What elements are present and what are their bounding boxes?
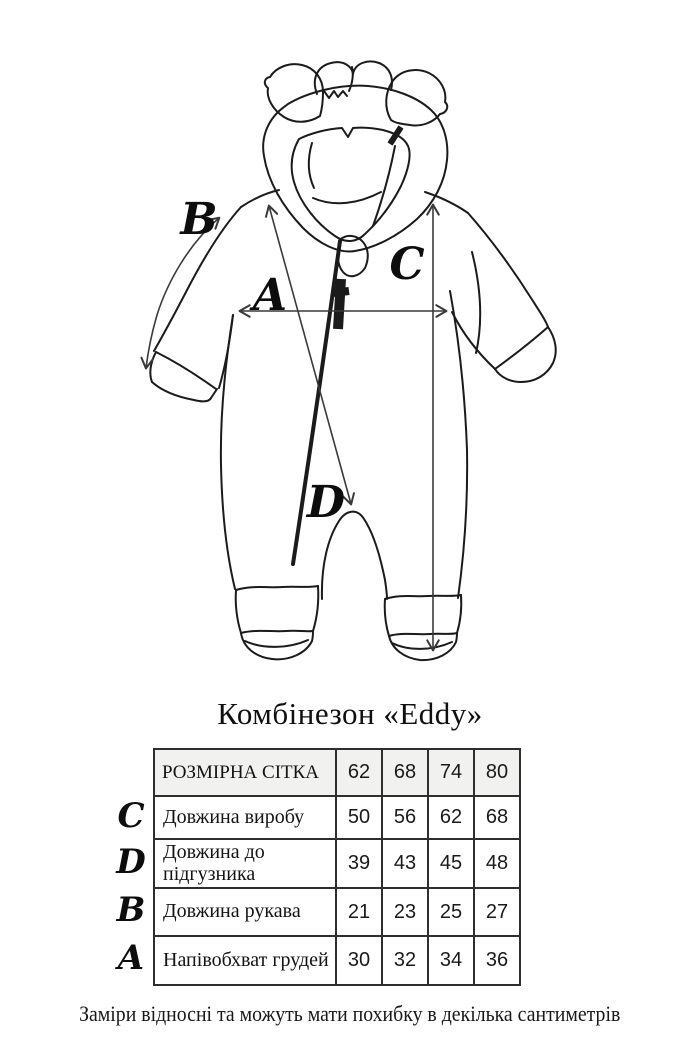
- hood: [263, 86, 447, 252]
- cell-value: 45: [428, 839, 474, 888]
- cell-value: 39: [336, 839, 382, 888]
- left-foot: [236, 586, 319, 659]
- cell-value: 68: [474, 796, 520, 839]
- table-header-row: [154, 749, 520, 796]
- right-sleeve: [452, 213, 556, 382]
- footer-note-text: Заміри відносні та можуть мати похибку в декілька сантиметрів: [79, 1001, 621, 1026]
- table-row-letter-c: C: [117, 796, 145, 836]
- table-row-letter-d: D: [116, 842, 146, 882]
- cell-value: 21: [336, 888, 382, 936]
- table-row: [154, 839, 520, 888]
- row-label: Довжина до підгузника: [154, 839, 336, 888]
- cell-value: 34: [428, 936, 474, 985]
- cell-value: 56: [382, 796, 428, 839]
- table-row-letter-a: A: [117, 938, 145, 978]
- size-74-header: 74: [428, 749, 474, 796]
- table-header-label: РОЗМІРНА СІТКА: [154, 749, 336, 796]
- cell-value: 25: [428, 888, 474, 936]
- measure-label-b: B: [180, 194, 218, 245]
- cell-value: 32: [382, 936, 428, 985]
- footer-note: [0, 1001, 700, 1027]
- measure-label-a: A: [252, 270, 288, 321]
- measure-label-d: D: [306, 477, 346, 528]
- cell-value: 43: [382, 839, 428, 888]
- table-row-letter-b: B: [116, 890, 146, 930]
- size-80-header: 80: [474, 749, 520, 796]
- row-label: Довжина рукава: [154, 888, 336, 936]
- table-row: [154, 888, 520, 936]
- cell-value: 23: [382, 888, 428, 936]
- row-label: Напівобхват грудей: [154, 936, 336, 985]
- cell-value: 27: [474, 888, 520, 936]
- cell-value: 62: [428, 796, 474, 839]
- table-row: [154, 936, 520, 985]
- jumpsuit-outline: [150, 61, 555, 660]
- torso-and-legs: [221, 291, 467, 599]
- right-foot: [385, 595, 462, 660]
- measure-label-c: C: [389, 239, 425, 290]
- cell-value: 30: [336, 936, 382, 985]
- product-title: Комбінезон «Eddy»: [217, 696, 483, 731]
- size-68-header: 68: [382, 749, 428, 796]
- row-label: Довжина виробу: [154, 796, 336, 839]
- cell-value: 50: [336, 796, 382, 839]
- cell-value: 48: [474, 839, 520, 888]
- size-table: [153, 748, 521, 986]
- table-row: [154, 796, 520, 839]
- left-shoulder-line: [241, 190, 279, 207]
- size-62-header: 62: [336, 749, 382, 796]
- bear-ears: [265, 61, 447, 125]
- cell-value: 36: [474, 936, 520, 985]
- chin-flap: [338, 236, 368, 276]
